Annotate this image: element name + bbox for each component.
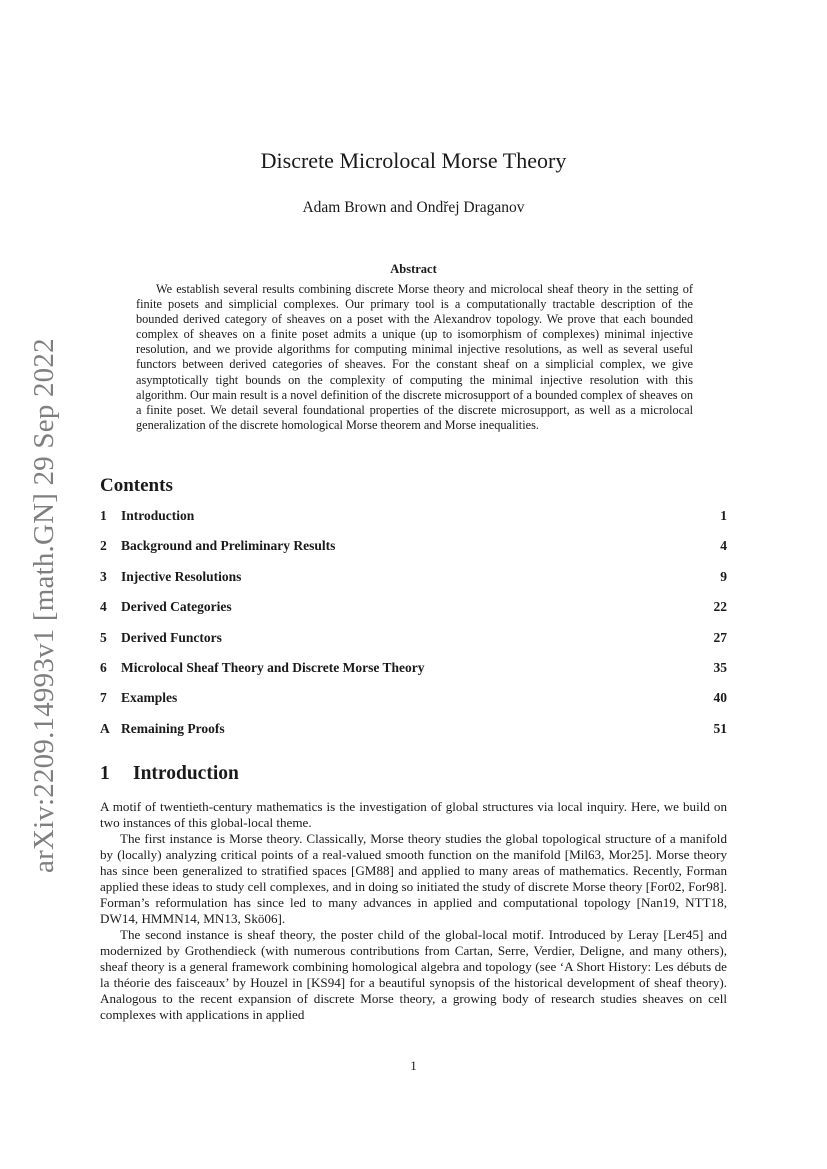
toc-entry-label: Background and Preliminary Results bbox=[121, 538, 336, 554]
toc-entry-number: 5 bbox=[100, 629, 107, 645]
page-number: 1 bbox=[410, 1058, 417, 1073]
toc-entry-page: 27 bbox=[713, 629, 727, 645]
section-title: Introduction bbox=[133, 763, 239, 784]
section-number: 1 bbox=[100, 763, 110, 784]
toc-entry-label: Derived Categories bbox=[121, 599, 232, 615]
abstract-text: We establish several results combining discrete Morse theory and microlocal sheaf theory in the setting of finite posets and simplicial complexes. Our primary tool is a computationally tractable description of the bounded derived category of sheaves on a poset with the Alexandrov topology. We prove that each bounded complex of sheaves on a finite poset admits a unique (up to isomorphism of complexes) minimal injective resolution, and we provide algorithms for computing minimal injective resolutions, as well as several useful functors between derived categories of sheaves. For the constant sheaf on a simplicial complex, we give asymptotically tight bounds on the complexity of computing the minimal injective resolution with this algorithm. Our main result is a novel definition of the discrete microsupport of a bounded complex of sheaves on a finite poset. We detail several foundational properties of the discrete microsupport, as well as a microlocal generalization of the discrete homological Morse theorem and Morse inequalities. bbox=[136, 282, 693, 432]
contents-heading: Contents bbox=[100, 475, 173, 496]
toc-entry[interactable] bbox=[100, 508, 727, 538]
toc-entry-page: 35 bbox=[713, 659, 727, 675]
toc-entry[interactable] bbox=[100, 569, 727, 599]
toc-entry[interactable] bbox=[100, 630, 727, 660]
table-of-contents bbox=[100, 508, 727, 751]
toc-entry-label: Derived Functors bbox=[121, 629, 222, 645]
body-paragraph: The second instance is sheaf theory, the poster child of the global-local motif. Introduced by Leray [Ler45] and modernized by Grothendieck (with numerous contributions from Cartan, Serre, Verdier, Deligne, and many others), sheaf theory is a general framework combining homological algebra and topology (see ‘A Short History: Les débuts de la théorie des faisceaux’ by Houzel in [KS94] for a beautiful synopsis of the historical development of sheaf theory). Analogous to the recent expansion of discrete Morse theory, a growing body of research studies sheaves on cell complexes with applications in applied bbox=[100, 927, 727, 1022]
paper-title: Discrete Microlocal Morse Theory bbox=[260, 148, 567, 173]
toc-entry-label: Remaining Proofs bbox=[121, 720, 225, 736]
toc-entry-number: 6 bbox=[100, 659, 107, 675]
section-heading bbox=[100, 763, 239, 785]
toc-entry-page: 40 bbox=[713, 690, 727, 706]
toc-entry[interactable] bbox=[100, 721, 727, 751]
toc-entry[interactable] bbox=[100, 660, 727, 690]
arxiv-identifier-stamp bbox=[26, 338, 66, 875]
toc-entry-number: 4 bbox=[100, 599, 107, 615]
toc-entry[interactable] bbox=[100, 690, 727, 720]
toc-entry-number: 1 bbox=[100, 508, 107, 523]
toc-entry-label: Introduction bbox=[121, 508, 195, 523]
toc-entry-page: 1 bbox=[720, 508, 727, 523]
section-body bbox=[100, 799, 727, 1023]
toc-entry-label: Examples bbox=[121, 690, 178, 706]
toc-entry-number: 7 bbox=[100, 690, 107, 706]
body-paragraph: A motif of twentieth-century mathematics is the investigation of global structures via local inquiry. Here, we build on two instances of this global-local theme. bbox=[100, 799, 727, 830]
arxiv-identifier-text: arXiv:2209.14993v1 [math.GN] 29 Sep 2022 bbox=[28, 338, 60, 873]
toc-entry-page: 4 bbox=[720, 538, 727, 554]
toc-entry-label: Injective Resolutions bbox=[121, 568, 242, 584]
body-paragraph: The first instance is Morse theory. Classically, Morse theory studies the global topological structure of a manifold by (locally) analyzing critical points of a real-valued smooth function on the manifold [Mil63, Mor25]. Morse theory has since been generalized to stratified spaces [GM88] and applied to many areas of mathematics. Recently, Forman applied these ideas to study cell complexes, and in doing so initiated the study of discrete Morse theory [For02, For98]. Forman’s reformulation has since led to many advances in applied and computational topology [Nan19, NTT18, DW14, HMMN14, MN13, Skö06]. bbox=[100, 831, 727, 926]
toc-entry-label: Microlocal Sheaf Theory and Discrete Morse Theory bbox=[121, 659, 425, 675]
toc-entry-number: A bbox=[100, 720, 110, 736]
toc-entry-page: 51 bbox=[713, 720, 727, 736]
abstract-heading: Abstract bbox=[390, 262, 437, 276]
toc-entry[interactable] bbox=[100, 538, 727, 568]
toc-entry-page: 9 bbox=[720, 568, 727, 584]
toc-entry-page: 22 bbox=[713, 599, 727, 615]
paper-authors: Adam Brown and Ondřej Draganov bbox=[302, 199, 525, 216]
toc-entry[interactable] bbox=[100, 599, 727, 629]
toc-entry-number: 3 bbox=[100, 568, 107, 584]
toc-entry-number: 2 bbox=[100, 538, 107, 554]
